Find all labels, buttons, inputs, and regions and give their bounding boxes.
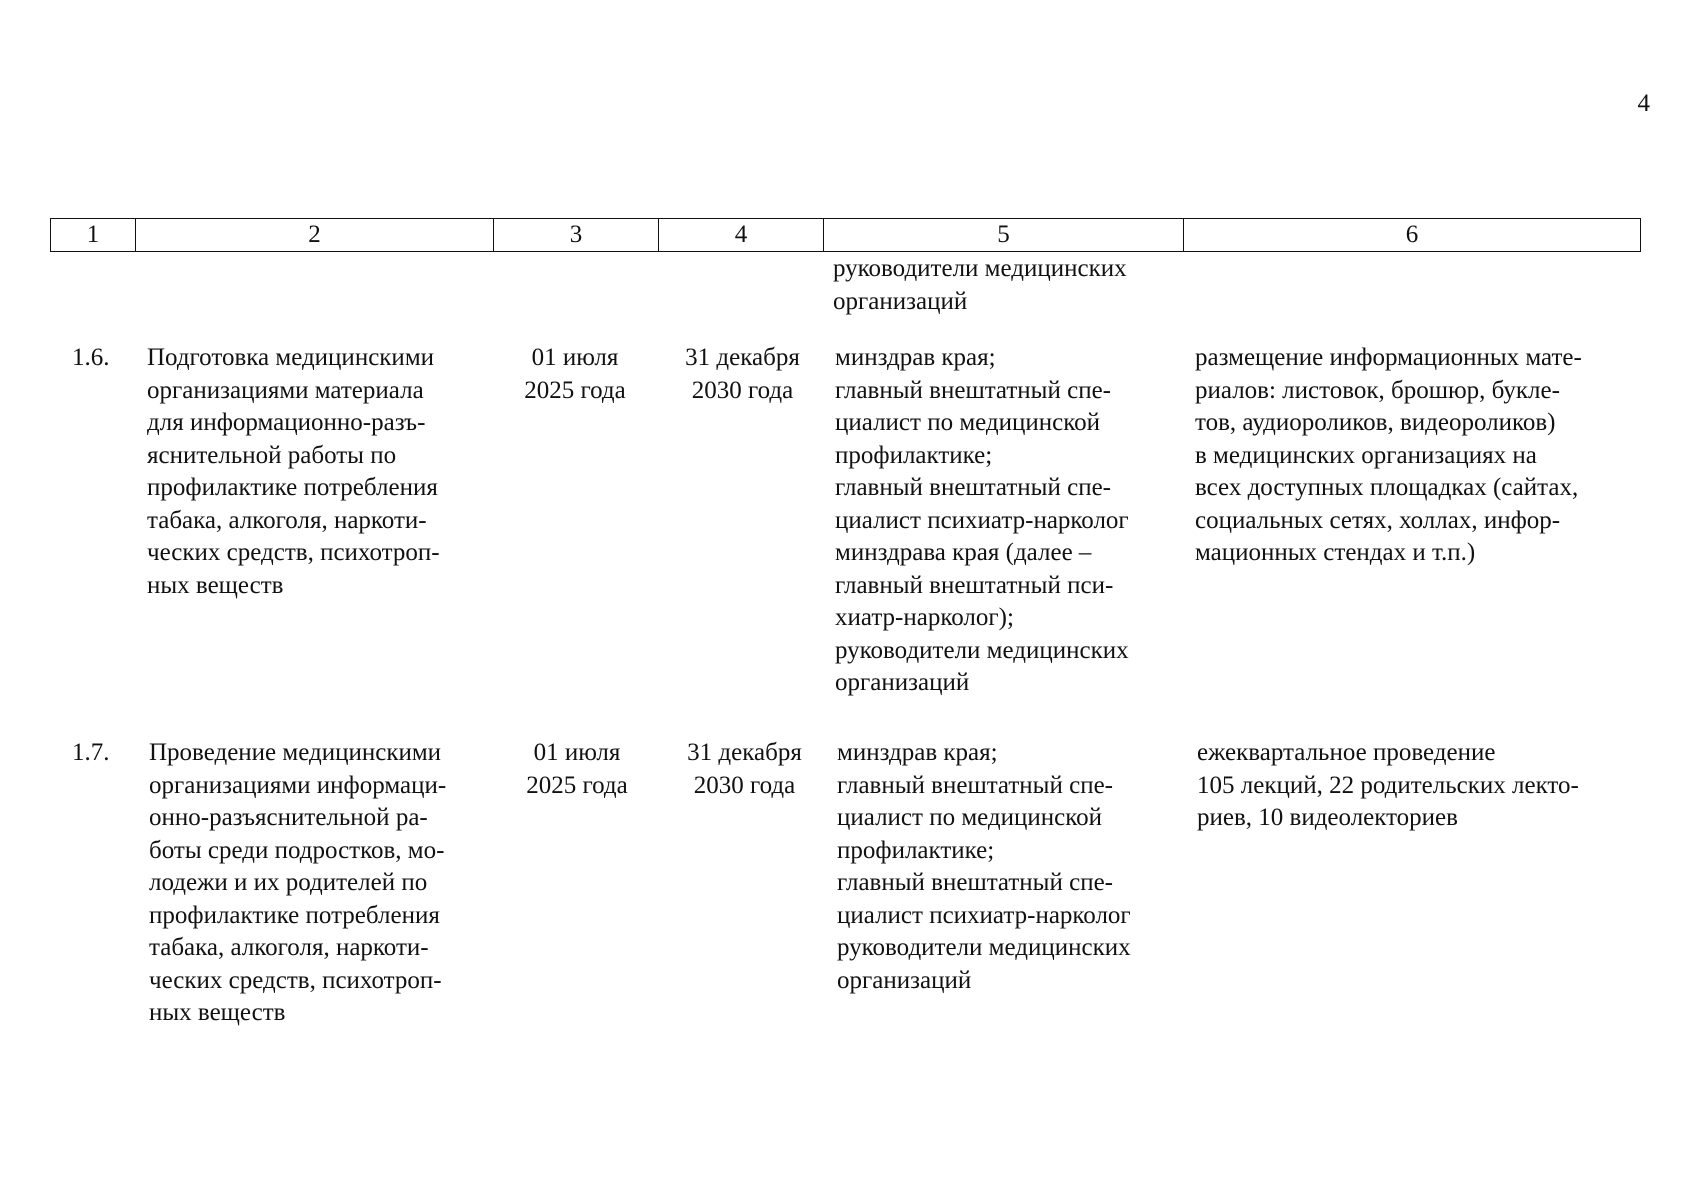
text-line: профилактике потребления (147, 474, 438, 501)
column-header-2: 2 (136, 219, 494, 252)
text-line: минздрав края; (837, 739, 998, 766)
text-line: 31 декабря (685, 344, 800, 371)
text-line: хиатр-нарколог); (835, 604, 1014, 631)
row-start-date (500, 342, 650, 407)
text-line: руководители медицинских (833, 255, 1127, 282)
text-line: главный внештатный спе- (837, 771, 1114, 799)
text-line: боты среди подростков, мо- (149, 836, 445, 864)
text-line: табака, алкоголя, наркоти- (147, 506, 427, 534)
text-line: профилактике; (835, 441, 993, 469)
text-line: онно-разъяснительной ра- (149, 804, 428, 831)
text-line: 01 июля (533, 739, 621, 766)
text-line: 2025 года (524, 376, 626, 404)
text-line: циалист по медицинской (837, 804, 1103, 831)
text-line: руководители медицинских (835, 636, 1129, 664)
text-line: минздрава края (далее – (835, 539, 1092, 566)
row-result (1195, 342, 1632, 570)
column-header-5: 5 (824, 219, 1184, 252)
text-line: 01 июля (531, 344, 619, 371)
text-line: организаций (833, 287, 968, 315)
text-line: лодежи и их родителей по (149, 869, 428, 896)
text-line: минздрав края; (835, 344, 996, 371)
text-line: для информационно-разъ- (147, 409, 426, 436)
row-end-date (667, 737, 822, 802)
text-line: риев, 10 видеолекториев (1197, 804, 1458, 831)
text-line: организациями информаци- (149, 771, 447, 799)
column-header-4: 4 (659, 219, 824, 252)
text-line: ных веществ (149, 999, 286, 1026)
text-line: циалист по медицинской (835, 409, 1101, 436)
text-line: Подготовка медицинскими (147, 344, 435, 371)
text-line: всех доступных площадках (сайтах, (1195, 474, 1579, 501)
text-line: размещение информационных мате- (1195, 344, 1582, 371)
text-line: ных веществ (147, 571, 284, 599)
text-line: главный внештатный пси- (835, 571, 1114, 599)
text-line: главный внештатный спе- (835, 474, 1112, 501)
text-line: организаций (837, 966, 972, 994)
row-responsible (835, 342, 1173, 700)
text-line: тов, аудиороликов, видеороликов) (1195, 409, 1556, 436)
column-header-6: 6 (1184, 219, 1641, 252)
column-header-1: 1 (51, 219, 136, 252)
text-line: риалов: листовок, брошюр, букле- (1195, 376, 1560, 404)
row-activity (147, 342, 483, 602)
text-line: яснительной работы по (147, 441, 397, 469)
text-line: организациями материала (147, 376, 424, 404)
text-line: главный внештатный спе- (837, 869, 1114, 896)
continuation-responsible (833, 253, 1173, 318)
text-line: Проведение медицинскими (149, 739, 442, 766)
row-result (1197, 737, 1634, 835)
text-line: ежеквартальное проведение (1197, 739, 1496, 766)
text-line: профилактике потребления (149, 901, 440, 929)
text-line: 2025 года (526, 771, 628, 799)
text-line: циалист психиатр-нарколог (837, 901, 1131, 929)
text-line: циалист психиатр-нарколог (835, 506, 1129, 534)
text-line: 2030 года (691, 376, 794, 404)
text-line: в медицинских организациях на (1195, 441, 1537, 469)
text-line: 31 декабря (687, 739, 802, 766)
text-line: главный внештатный спе- (835, 376, 1112, 404)
row-number: 1.7. (72, 739, 110, 766)
text-line: руководители медицинских (837, 934, 1131, 961)
row-end-date (665, 342, 820, 407)
text-line: социальных сетях, холлах, инфор- (1195, 506, 1561, 534)
text-line: табака, алкоголя, наркоти- (149, 934, 429, 961)
page-number: 4 (1637, 90, 1650, 117)
row-number: 1.6. (72, 344, 110, 371)
column-header-row (50, 218, 1641, 252)
row-responsible (837, 737, 1175, 997)
text-line: профилактике; (837, 836, 995, 864)
text-line: ческих средств, психотроп- (147, 539, 440, 566)
row-activity (149, 737, 485, 1030)
text-line: ческих средств, психотроп- (149, 966, 442, 994)
column-header-3: 3 (494, 219, 659, 252)
text-line: 105 лекций, 22 родительских лекто- (1197, 771, 1579, 799)
text-line: 2030 года (693, 771, 796, 799)
text-line: организаций (835, 669, 970, 696)
text-line: мационных стендах и т.п.) (1195, 539, 1476, 566)
row-start-date (502, 737, 652, 802)
